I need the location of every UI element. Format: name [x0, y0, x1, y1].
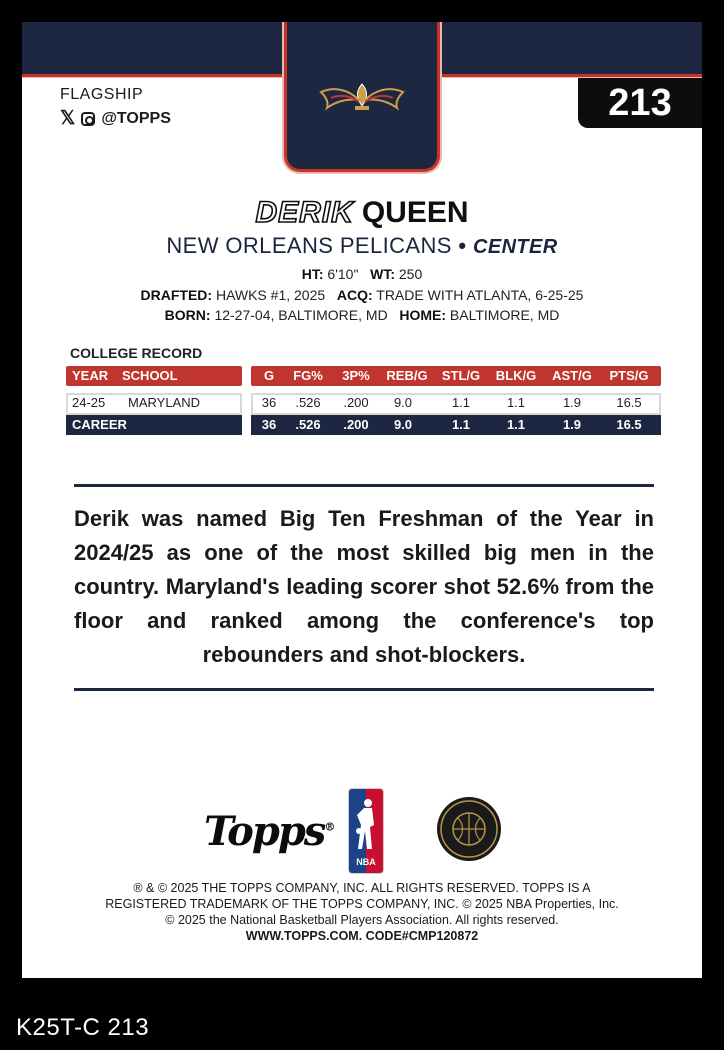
career-g: 36: [261, 417, 277, 432]
vitals-draft-acq: [22, 287, 702, 303]
divider-bottom: [74, 688, 654, 691]
team-name: NEW ORLEANS PELICANS: [166, 233, 452, 258]
header-g: G: [263, 368, 275, 383]
nbpa-seal-icon: [436, 796, 502, 862]
legal-line-3: © 2025 the National Basketball Players Association. All rights reserved.: [165, 913, 559, 927]
x-logo-icon: 𝕏: [60, 108, 76, 129]
college-record-table: [66, 366, 666, 437]
social-handle: @TOPPS: [101, 109, 171, 127]
career-3p: .200: [343, 417, 369, 432]
born-label: BORN:: [164, 307, 211, 323]
trading-card-back: [22, 22, 702, 978]
nba-logo-text: NBA: [356, 857, 376, 867]
set-label: FLAGSHIP: [60, 86, 144, 103]
topps-logo-text: Topps: [204, 808, 325, 855]
instagram-icon: [81, 112, 95, 126]
career-fg: .526: [295, 417, 321, 432]
career-blk: 1.1: [506, 417, 526, 432]
player-bio: Derik was named Big Ten Freshman of the Year in 2024/25 as one of the most skilled big men in the country. Maryland's leading scorer shot 52.6% from the floor and ranked among the conference's top rebounders and shot-blockers.: [74, 506, 654, 667]
divider-top: [74, 484, 654, 487]
college-record-title: COLLEGE RECORD: [70, 345, 203, 361]
header-ast: AST/G: [552, 368, 592, 383]
team-logo-panel: [284, 22, 440, 172]
registered-mark: ®: [324, 820, 336, 834]
legal-line-2: REGISTERED TRADEMARK OF THE TOPPS COMPANY, INC. © 2025 NBA Properties, Inc.: [105, 897, 619, 911]
legal-line-4: WWW.TOPPS.COM. CODE#CMP120872: [245, 929, 479, 943]
player-last-name: QUEEN: [361, 196, 469, 229]
topps-logo: [204, 808, 335, 855]
header-school: SCHOOL: [122, 368, 178, 383]
player-name: [22, 196, 702, 230]
cell-blk: 1.1: [506, 395, 526, 410]
separator-dot: •: [458, 233, 467, 258]
player-position: CENTER: [473, 236, 558, 258]
card-number: 213: [578, 78, 702, 128]
social-handles: [60, 107, 171, 130]
vitals-born-home: [22, 307, 702, 323]
header-blk: BLK/G: [495, 368, 537, 383]
home-value: BALTIMORE, MD: [449, 307, 560, 323]
header-year: YEAR: [72, 368, 109, 383]
pelicans-fleur-de-lis-icon: [317, 80, 407, 116]
header-reb: REB/G: [386, 368, 428, 383]
career-stl: 1.1: [451, 417, 471, 432]
header-pts: PTS/G: [609, 368, 649, 383]
player-first-name: DERIK: [255, 196, 354, 229]
header-3p: 3P%: [342, 368, 370, 383]
header-stl: STL/G: [441, 368, 481, 383]
table-row: [66, 393, 666, 415]
cell-year: 24-25: [72, 395, 106, 410]
cell-g: 36: [261, 395, 277, 410]
cell-pts: 16.5: [616, 395, 642, 410]
career-reb: 9.0: [393, 417, 413, 432]
cell-3p: .200: [343, 395, 369, 410]
acq-label: ACQ:: [336, 287, 373, 303]
cell-ast: 1.9: [562, 395, 582, 410]
career-label: CAREER: [72, 417, 127, 432]
home-label: HOME:: [399, 307, 447, 323]
acq-value: TRADE WITH ATLANTA, 6-25-25: [376, 287, 584, 303]
height-value: 6'10": [327, 266, 359, 282]
vitals-height-weight: [22, 266, 702, 282]
career-pts: 16.5: [616, 417, 642, 432]
cell-stl: 1.1: [451, 395, 471, 410]
drafted-value: HAWKS #1, 2025: [215, 287, 326, 303]
career-ast: 1.9: [562, 417, 582, 432]
scan-caption: K25T-C 213: [16, 1014, 150, 1041]
table-header: [66, 366, 666, 388]
cell-fg: .526: [295, 395, 321, 410]
legal-line-1: ® & © 2025 THE TOPPS COMPANY, INC. ALL RIGHTS RESERVED. TOPPS IS A: [133, 881, 591, 895]
drafted-label: DRAFTED:: [140, 287, 213, 303]
cell-school: MARYLAND: [128, 395, 201, 410]
team-position-line: [22, 233, 702, 259]
weight-label: WT:: [370, 266, 395, 282]
nba-silhouette-icon: [354, 797, 378, 853]
nba-logo: [348, 788, 384, 874]
cell-reb: 9.0: [393, 395, 413, 410]
weight-value: 250: [398, 266, 423, 282]
born-value: 12-27-04, BALTIMORE, MD: [214, 307, 388, 323]
height-label: HT:: [301, 266, 324, 282]
legal-text: [22, 880, 702, 944]
header-fg: FG%: [293, 368, 323, 383]
career-row: [66, 415, 666, 437]
